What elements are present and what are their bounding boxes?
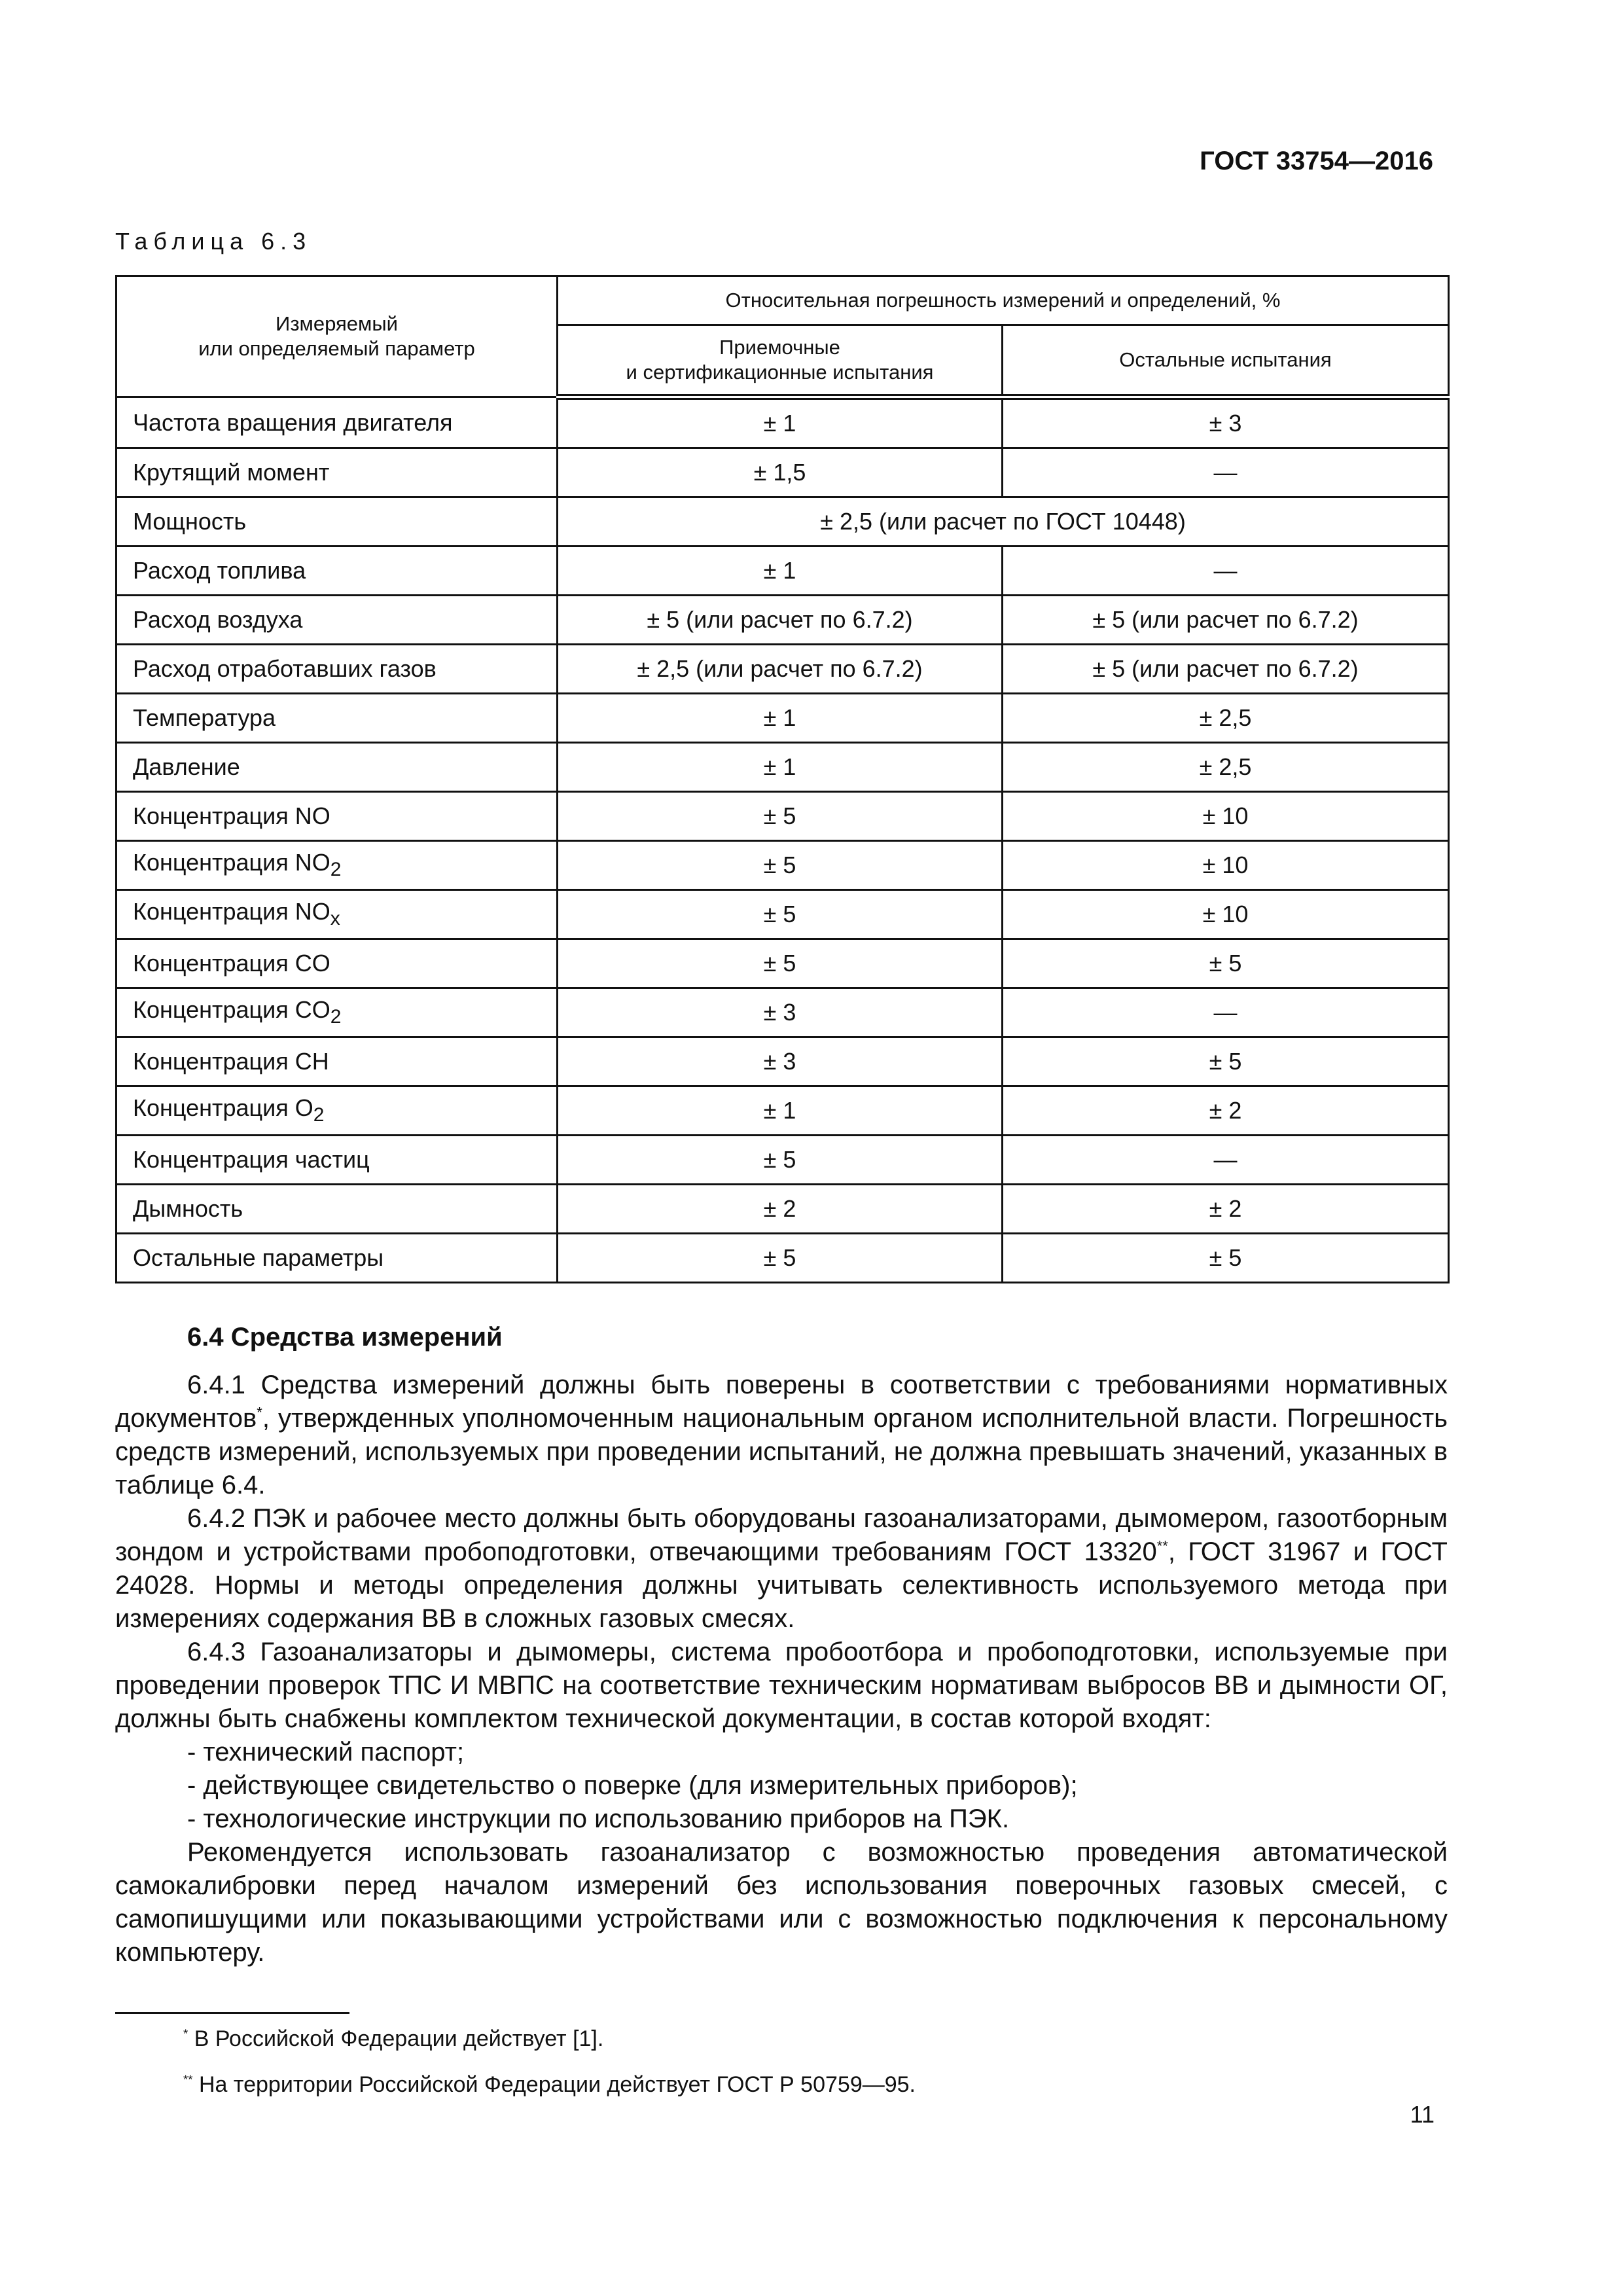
- document-code: ГОСТ 33754—2016: [1200, 147, 1433, 175]
- parameter-name: Расход отработавших газов: [133, 655, 437, 682]
- acceptance-value-cell: ± 5: [558, 939, 1003, 988]
- other-value-cell: ± 5 (или расчет по 6.7.2): [1003, 596, 1449, 645]
- other-value-cell: ± 5: [1003, 1037, 1449, 1086]
- footnote-2: [183, 2062, 916, 2108]
- other-value-cell: ± 10: [1003, 890, 1449, 939]
- merged-value-cell: ± 2,5 (или расчет по ГОСТ 10448): [558, 497, 1449, 547]
- header-parameter: [116, 276, 558, 397]
- table-row: [116, 1037, 1449, 1086]
- table-row: [116, 1234, 1449, 1283]
- parameter-cell: [116, 547, 558, 596]
- parameter-name: Концентрация CO: [133, 996, 330, 1024]
- parameter-cell: [116, 1234, 558, 1283]
- paragraph-6-4-1-part1: 6.4.1 Средства измерений должны быть поверены в соответствии с требованиями нормативных документов: [115, 1371, 1448, 1433]
- acceptance-value-cell: ± 5: [558, 841, 1003, 890]
- acceptance-value-cell: ± 2: [558, 1185, 1003, 1234]
- other-value-cell: —: [1003, 547, 1449, 596]
- table-row: [116, 596, 1449, 645]
- footnote-ref-1: *: [257, 1404, 262, 1421]
- table-row: [116, 743, 1449, 792]
- parameter-cell: [116, 841, 558, 890]
- table-row: [116, 645, 1449, 694]
- footnote-1: [183, 2016, 916, 2062]
- acceptance-value-cell: ± 5: [558, 1136, 1003, 1185]
- acceptance-value-cell: ± 1: [558, 547, 1003, 596]
- table-row: [116, 841, 1449, 890]
- acceptance-value-cell: ± 5: [558, 1234, 1003, 1283]
- header-parameter-line1: Измеряемый: [276, 312, 398, 335]
- acceptance-value-cell: ± 1: [558, 1086, 1003, 1136]
- parameter-name: Концентрация NO: [133, 849, 330, 876]
- other-value-cell: ± 2: [1003, 1086, 1449, 1136]
- table-row: [116, 497, 1449, 547]
- parameter-name: Концентрация частиц: [133, 1146, 370, 1173]
- parameter-cell: [116, 497, 558, 547]
- other-value-cell: ± 2,5: [1003, 694, 1449, 743]
- table-row: [116, 448, 1449, 497]
- parameter-cell: [116, 596, 558, 645]
- acceptance-value-cell: ± 1,5: [558, 448, 1003, 497]
- footnote-divider: [115, 2012, 349, 2014]
- parameter-name: Частота вращения двигателя: [133, 408, 453, 436]
- paragraph-6-4-3: 6.4.3 Газоанализаторы и дымомеры, система пробоотбора и пробоподготовки, используемые при проведении проверок ТПС И МВПС на соответствие техническим нормативам выбросов ВВ и дымности ОГ, должны быть снабжены комплектом технической документации, в состав которой входят:: [115, 1638, 1448, 1733]
- paragraph-6-4-2-part1: 6.4.2 ПЭК и рабочее место должны быть оборудованы газоанализаторами, дымомером, газоотборным зондом и устройствами пробоподготовки, отвечающими требованиям ГОСТ 13320: [115, 1504, 1448, 1566]
- table-row: [116, 397, 1449, 448]
- footnote-mark: **: [183, 2072, 193, 2087]
- paragraph-6-4-2-part2: , ГОСТ 31967 и ГОСТ 24028. Нормы и методы определения должны учитывать селективность используемого метода при измерениях содержания ВВ в сложных газовых смесях.: [115, 1537, 1448, 1633]
- paragraph-6-4-2: [115, 1502, 1448, 1636]
- parameter-subscript: 2: [313, 1104, 325, 1126]
- header-acceptance: [558, 325, 1003, 397]
- parameter-cell: [116, 645, 558, 694]
- table-row: [116, 792, 1449, 841]
- parameter-cell: [116, 1136, 558, 1185]
- section-content: [115, 1321, 1448, 1969]
- parameter-name: Расход воздуха: [133, 606, 303, 633]
- table-row: [116, 547, 1449, 596]
- list-item: - технический паспорт;: [187, 1738, 465, 1767]
- parameter-name: Остальные параметры: [133, 1244, 384, 1271]
- other-value-cell: —: [1003, 988, 1449, 1037]
- other-value-cell: ± 10: [1003, 841, 1449, 890]
- other-value-cell: ± 3: [1003, 397, 1449, 448]
- parameter-cell: [116, 743, 558, 792]
- list-item: - действующее свидетельство о поверке (для измерительных приборов);: [187, 1771, 1078, 1800]
- parameter-name: Мощность: [133, 508, 247, 535]
- parameter-cell: [116, 448, 558, 497]
- parameter-cell: [116, 890, 558, 939]
- parameter-subscript: 2: [330, 1006, 342, 1028]
- header-acceptance-line1: Приемочные: [719, 336, 840, 359]
- paragraph-6-4-1: [115, 1369, 1448, 1502]
- parameter-cell: [116, 694, 558, 743]
- paragraph-recommendation: Рекомендуется использовать газоанализатор с возможностью проведения автоматической самокалибровки перед началом измерений без использования поверочных газовых смесей, с самопишущими или показывающими устройствами или с возможностью подключения к персональному компьютеру.: [115, 1838, 1448, 1967]
- table-body: [116, 397, 1449, 1283]
- other-value-cell: —: [1003, 1136, 1449, 1185]
- page-number: 11: [1410, 2101, 1435, 2128]
- parameter-name: Температура: [133, 704, 276, 731]
- paragraph-6-4-1-part2: , утвержденных уполномоченным национальным органом исполнительной власти. Погрешность средств измерений, используемых при проведении испытаний, не должна превышать значений, указанных в таблице 6.4.: [115, 1404, 1448, 1499]
- other-value-cell: ± 5: [1003, 1234, 1449, 1283]
- other-value-cell: ± 5: [1003, 939, 1449, 988]
- acceptance-value-cell: ± 1: [558, 397, 1003, 448]
- table-row: [116, 988, 1449, 1037]
- parameter-subscript: 2: [330, 859, 342, 881]
- section-heading: 6.4 Средства измерений: [187, 1323, 503, 1352]
- other-value-cell: ± 5 (или расчет по 6.7.2): [1003, 645, 1449, 694]
- footnote-mark: *: [183, 2026, 188, 2041]
- acceptance-value-cell: ± 5 (или расчет по 6.7.2): [558, 596, 1003, 645]
- parameter-cell: [116, 939, 558, 988]
- table-row: [116, 1185, 1449, 1234]
- parameter-name: Концентрация CH: [133, 1048, 329, 1075]
- table-row: [116, 694, 1449, 743]
- parameter-name: Давление: [133, 753, 240, 780]
- other-value-cell: ± 2: [1003, 1185, 1449, 1234]
- header-parameter-line2: или определяемый параметр: [198, 337, 475, 360]
- other-value-cell: ± 2,5: [1003, 743, 1449, 792]
- header-other: Остальные испытания: [1003, 325, 1449, 397]
- footnote-text: В Российской Федерации действует [1].: [194, 2026, 604, 2051]
- acceptance-value-cell: ± 3: [558, 988, 1003, 1037]
- parameter-name: Концентрация NO: [133, 802, 330, 829]
- table-row: [116, 939, 1449, 988]
- other-value-cell: —: [1003, 448, 1449, 497]
- error-table: [115, 275, 1450, 1283]
- acceptance-value-cell: ± 5: [558, 890, 1003, 939]
- parameter-cell: [116, 1037, 558, 1086]
- parameter-cell: [116, 792, 558, 841]
- header-acceptance-line2: и сертификационные испытания: [626, 361, 934, 384]
- footnote-text: На территории Российской Федерации действует ГОСТ Р 50759—95.: [199, 2072, 916, 2097]
- table-row: [116, 1086, 1449, 1136]
- parameter-name: Крутящий момент: [133, 459, 330, 486]
- parameter-name: Дымность: [133, 1195, 243, 1222]
- footnote-ref-2: **: [1156, 1537, 1168, 1554]
- parameter-name: Концентрация NO: [133, 898, 330, 925]
- acceptance-value-cell: ± 3: [558, 1037, 1003, 1086]
- footnotes: [183, 2016, 916, 2108]
- parameter-cell: [116, 988, 558, 1037]
- parameter-cell: [116, 1086, 558, 1136]
- table-row: [116, 890, 1449, 939]
- parameter-subscript: x: [330, 908, 340, 930]
- parameter-name: Концентрация O: [133, 1094, 313, 1122]
- list-item: - технологические инструкции по использованию приборов на ПЭК.: [187, 1804, 1010, 1833]
- acceptance-value-cell: ± 2,5 (или расчет по 6.7.2): [558, 645, 1003, 694]
- table-row: [116, 1136, 1449, 1185]
- header-group: Относительная погрешность измерений и определений, %: [558, 276, 1449, 325]
- acceptance-value-cell: ± 5: [558, 792, 1003, 841]
- table-caption: Таблица 6.3: [115, 228, 312, 255]
- parameter-name: Расход топлива: [133, 557, 306, 584]
- other-value-cell: ± 10: [1003, 792, 1449, 841]
- acceptance-value-cell: ± 1: [558, 743, 1003, 792]
- acceptance-value-cell: ± 1: [558, 694, 1003, 743]
- parameter-cell: [116, 1185, 558, 1234]
- parameter-cell: [116, 397, 558, 448]
- parameter-name: Концентрация CO: [133, 950, 330, 977]
